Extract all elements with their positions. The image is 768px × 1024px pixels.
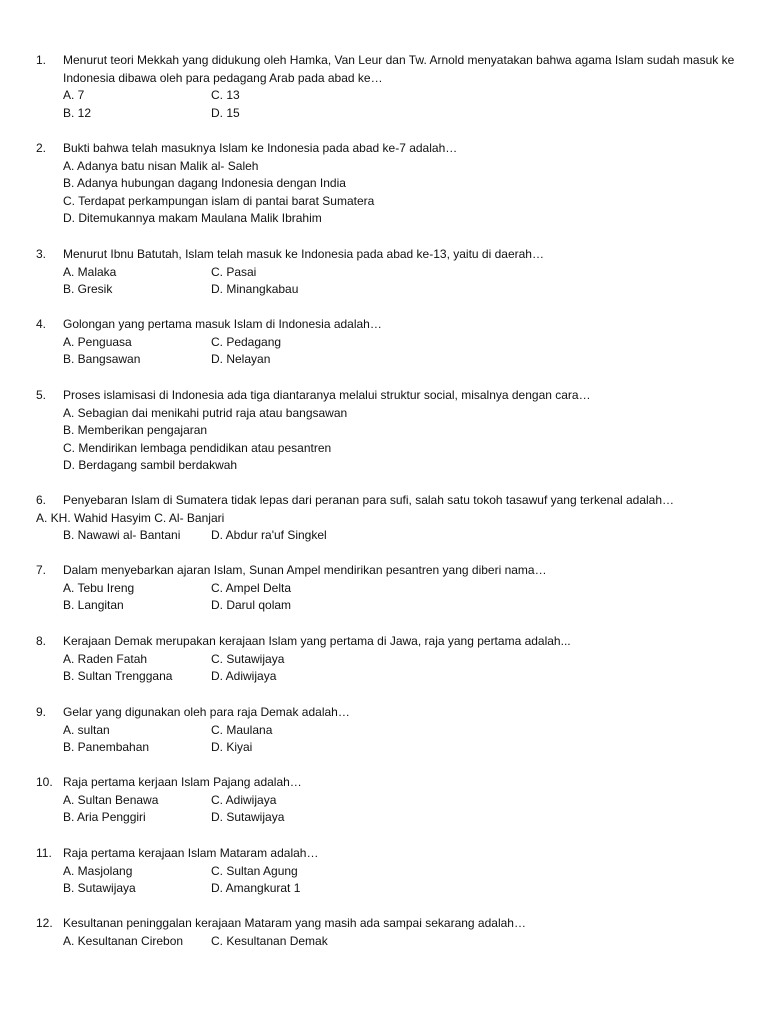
question-text	[63, 387, 733, 405]
option-b: B. Nawawi al- Bantani	[63, 528, 181, 543]
answer-options	[63, 651, 743, 686]
option-d: D. Amangkurat 1	[211, 881, 301, 896]
option-row	[63, 597, 743, 615]
option-row	[63, 668, 743, 686]
question-number: 8.	[36, 634, 47, 648]
option-b: B. Sutawijaya	[63, 881, 136, 896]
question-text-line: Kerajaan Demak merupakan kerajaan Islam yang pertama di Jawa, raja yang pertama adalah...	[63, 634, 571, 648]
option-row	[63, 105, 743, 123]
option-b: B. Langitan	[63, 598, 124, 613]
option-a: A. 7	[63, 88, 85, 103]
question-number: 7.	[36, 563, 47, 577]
option-row	[63, 880, 743, 898]
option-d: D. Darul qolam	[211, 598, 292, 613]
option-d: D. Abdur ra'uf Singkel	[211, 528, 327, 543]
question-text	[63, 845, 733, 863]
option-a: A. Penguasa	[63, 334, 132, 349]
question-text	[63, 52, 733, 87]
option-b: B. Gresik	[63, 282, 113, 297]
option-d: D. 15	[211, 105, 240, 120]
option-row	[63, 264, 743, 282]
option-row	[63, 792, 743, 810]
option-c: C. Sultan Agung	[211, 863, 298, 878]
option-row	[63, 863, 743, 881]
answer-options	[63, 933, 743, 951]
question-number: 11.	[36, 846, 52, 860]
option-b: B. Bangsawan	[63, 352, 141, 367]
option-c: C. Ampel Delta	[211, 580, 292, 595]
question-text-line: Raja pertama kerjaan Islam Pajang adalah…	[63, 775, 302, 789]
question-number: 4.	[36, 317, 47, 331]
option-a: A. Malaka	[63, 264, 117, 279]
option-b: B. Sultan Trenggana	[63, 669, 173, 684]
option-row	[63, 527, 743, 545]
option-row	[63, 933, 743, 951]
question-text-line: Dalam menyebarkan ajaran Islam, Sunan Ampel mendirikan pesantren yang diberi nama…	[63, 563, 547, 577]
question-text	[63, 633, 733, 651]
option-a: A. Adanya batu nisan Malik al- Saleh	[63, 158, 259, 173]
option-d: D. Sutawijaya	[211, 810, 285, 825]
option-a: A. Sebagian dai menikahi putrid raja atau bangsawan	[63, 405, 348, 420]
answer-options	[63, 863, 743, 898]
option-a: A. Masjolang	[63, 863, 133, 878]
option-a-outdented: A. KH. Wahid Hasyim C. Al- Banjari	[36, 510, 225, 525]
option-b: B. Memberikan pengajaran	[63, 423, 208, 438]
answer-options	[63, 580, 743, 615]
question-text	[63, 316, 733, 334]
option-a: A. Raden Fatah	[63, 651, 148, 666]
option-row	[63, 281, 743, 299]
option-d: D. Nelayan	[211, 352, 271, 367]
question-number: 2.	[36, 141, 47, 155]
option-a: A. Sultan Benawa	[63, 792, 159, 807]
option-c: C. Pasai	[211, 264, 257, 279]
question-text-line: Menurut teori Mekkah yang didukung oleh Hamka, Van Leur dan Tw. Arnold menyatakan bahwa agama Islam sudah masuk ke	[63, 53, 735, 67]
question-text	[63, 562, 733, 580]
option-row	[63, 580, 743, 598]
answer-options	[63, 792, 743, 827]
question-text-line: Penyebaran Islam di Sumatera tidak lepas dari peranan para sufi, salah satu tokoh tasawuf yang terkenal adalah…	[63, 493, 675, 507]
question-text	[63, 774, 733, 792]
question-text	[63, 492, 733, 510]
option-a: A. Kesultanan Cirebon	[63, 933, 184, 948]
question-number: 9.	[36, 705, 47, 719]
option-c: C. Terdapat perkampungan islam di pantai barat Sumatera	[63, 193, 375, 208]
option-b: B. Aria Penggiri	[63, 810, 146, 825]
option-d: D. Kiyai	[211, 740, 253, 755]
option-b: B. 12	[63, 105, 92, 120]
option-row	[63, 87, 743, 105]
option-row	[63, 809, 743, 827]
option-d: D. Adiwijaya	[211, 669, 277, 684]
question-text-line: Kesultanan peninggalan kerajaan Mataram yang masih ada sampai sekarang adalah…	[63, 916, 526, 930]
option-row	[63, 334, 743, 352]
answer-options	[63, 264, 743, 299]
answer-options	[63, 722, 743, 757]
question-text	[63, 140, 733, 158]
question-text	[63, 704, 733, 722]
question-text-line: Menurut Ibnu Batutah, Islam telah masuk ke Indonesia pada abad ke-13, yaitu di daerah…	[63, 247, 544, 261]
question-text	[63, 915, 733, 933]
answer-options	[63, 158, 743, 228]
option-c: C. Adiwijaya	[211, 792, 277, 807]
question-number: 12.	[36, 916, 53, 930]
option-row	[63, 739, 743, 757]
option-d: D. Minangkabau	[211, 282, 299, 297]
option-row	[63, 722, 743, 740]
option-b: B. Panembahan	[63, 740, 150, 755]
question-text-line: Bukti bahwa telah masuknya Islam ke Indonesia pada abad ke-7 adalah…	[63, 141, 458, 155]
option-d: D. Ditemukannya makam Maulana Malik Ibrahim	[63, 211, 322, 226]
option-c: C. Sutawijaya	[211, 651, 285, 666]
option-a: A. sultan	[63, 722, 110, 737]
answer-options	[63, 334, 743, 369]
option-c: C. 13	[211, 88, 240, 103]
question-number: 10.	[36, 775, 53, 789]
option-c: C. Pedagang	[211, 334, 282, 349]
question-number: 1.	[36, 53, 47, 67]
question-text	[63, 246, 733, 264]
question-text-line: Gelar yang digunakan oleh para raja Demak adalah…	[63, 705, 350, 719]
option-c: C. Maulana	[211, 722, 273, 737]
option-b: B. Adanya hubungan dagang Indonesia dengan India	[63, 176, 346, 191]
option-d: D. Berdagang sambil berdakwah	[63, 458, 238, 473]
option-a: A. Tebu Ireng	[63, 580, 135, 595]
question-text-line: Golongan yang pertama masuk Islam di Indonesia adalah…	[63, 317, 382, 331]
question-number: 6.	[36, 493, 47, 507]
option-c: C. Kesultanan Demak	[211, 933, 328, 948]
question-text-line: Proses islamisasi di Indonesia ada tiga diantaranya melalui struktur social, misalnya dengan cara…	[63, 388, 591, 402]
question-number: 3.	[36, 247, 47, 261]
option-row	[63, 651, 743, 669]
question-text-line: Indonesia dibawa oleh para pedagang Arab pada abad ke…	[63, 70, 383, 85]
answer-options	[63, 527, 743, 545]
question-text-line: Raja pertama kerajaan Islam Mataram adalah…	[63, 846, 319, 860]
option-c: C. Mendirikan lembaga pendidikan atau pesantren	[63, 440, 332, 455]
option-row	[63, 351, 743, 369]
question-number: 5.	[36, 388, 47, 402]
answer-options	[63, 405, 743, 475]
answer-options	[63, 87, 743, 122]
